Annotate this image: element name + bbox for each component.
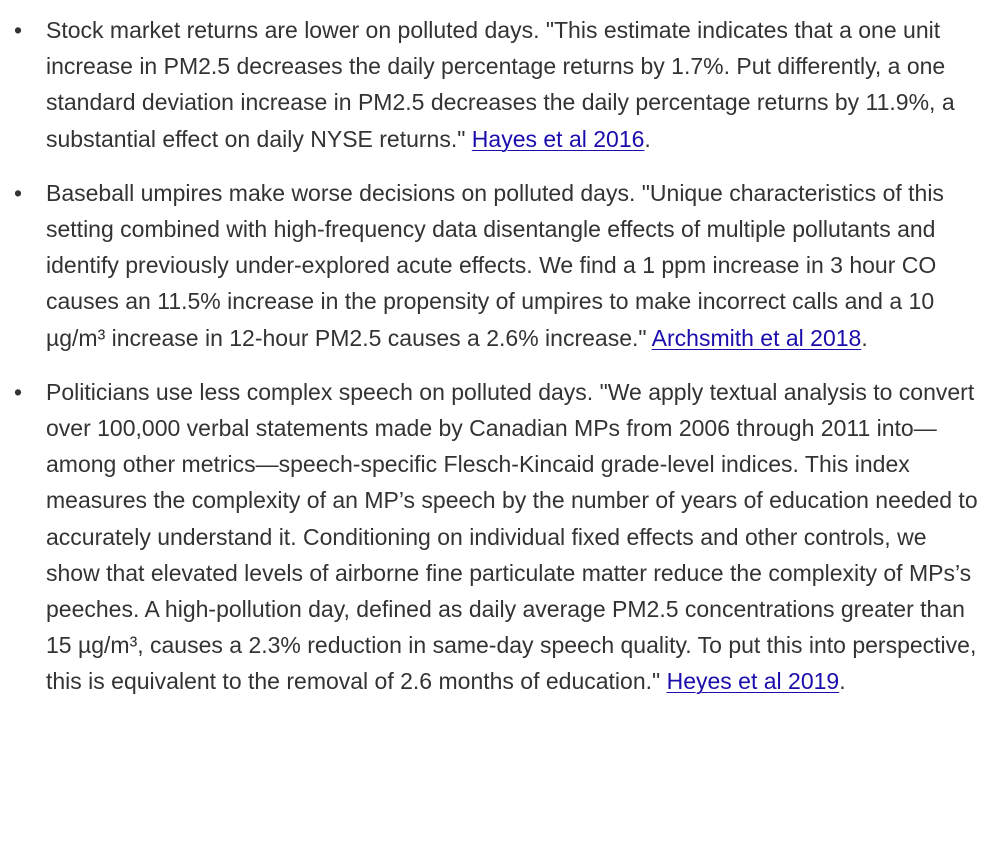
bullet-icon: • [13,17,23,43]
item-text: Stock market returns are lower on polluted days. "This estimate indicates that a one unit increase in PM2.5 decreases the daily percentage returns by 1.7%. Put differently, a one standard deviation increase in PM2.5 decreases the daily percentage returns by 11.9%, a substantial effect on daily NYSE returns." [46,17,955,152]
item-trailing-punctuation: . [839,668,846,695]
citation-link-archsmith-2018[interactable]: Archsmith et al 2018 [651,324,862,351]
item-text: Politicians use less complex speech on polluted days. "We apply textual analysis to convert over 100,000 verbal statements made by Canadian MPs from 2006 through 2011 into—among other metrics—speech-specific Flesch-Kincaid grade-level indices. This index measures the complexity of an MP’s speech by the number of years of education needed to accurately understand it. Conditioning on individual fixed effects and other controls, we show that elevated levels of airborne fine particulate matter reduce the complexity of MPs’s peeches. A high-pollution day, defined as daily average PM2.5 concentrations greater than 15 µg/m³, causes a 2.3% reduction in same-day speech quality. To put this into perspective, this is equivalent to the removal of 2.6 months of education." [46,378,978,695]
item-text: Baseball umpires make worse decisions on polluted days. "Unique characteristics of this setting combined with high-frequency data disentangle effects of multiple pollutants and identify previously under-explored acute effects. We find a 1 ppm increase in 3 hour CO causes an 11.5% increase in the propensity of umpires to make incorrect calls and a 10 µg/m³ increase in 12-hour PM2.5 causes a 2.6% increase." [46,179,944,351]
list-item-baseball-umpires [0,175,1006,356]
list-item-stock-market [0,12,1006,157]
citation-link-hayes-2016[interactable]: Hayes et al 2016 [471,125,645,152]
item-trailing-punctuation: . [644,125,651,152]
bullet-icon: • [13,179,23,206]
list-item-politicians-speech [0,374,1006,700]
citation-link-heyes-2019[interactable]: Heyes et al 2019 [666,668,840,695]
item-trailing-punctuation: . [861,324,868,351]
bullet-icon: • [13,378,23,405]
